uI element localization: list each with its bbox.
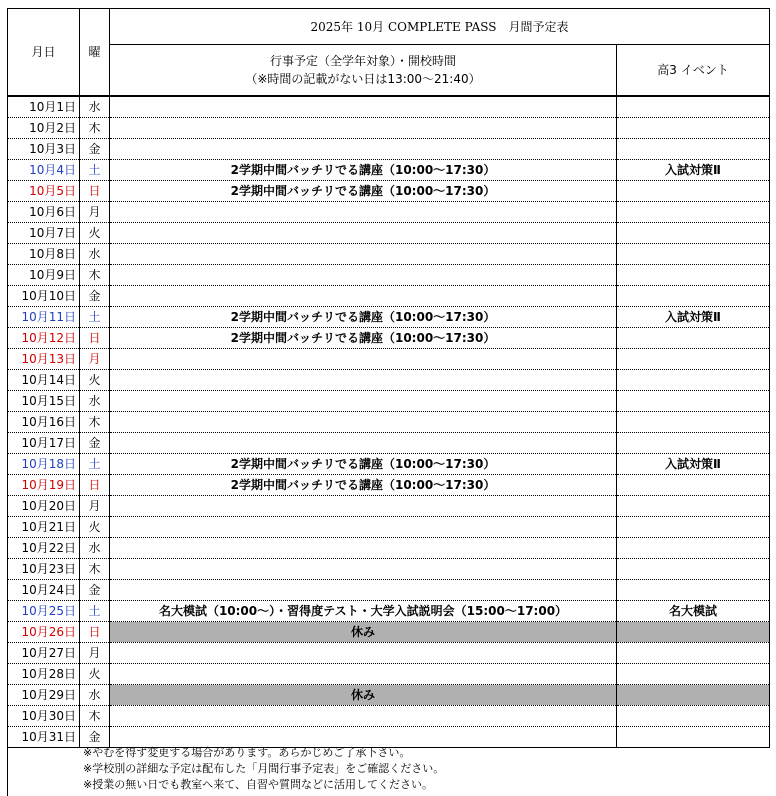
page-title: 2025年 10月 COMPLETE PASS 月間予定表 [110, 9, 770, 45]
event-cell [110, 349, 617, 370]
date-cell: 10月3日 [8, 139, 80, 160]
hs3-event-cell [617, 433, 770, 454]
date-cell: 10月25日 [8, 601, 80, 622]
day-cell: 月 [80, 202, 110, 223]
day-cell: 日 [80, 475, 110, 496]
hs3-event-cell [617, 496, 770, 517]
event-cell: 2学期中間バッチリでる講座（10:00～17:30） [110, 160, 617, 181]
table-row [8, 391, 770, 412]
event-cell: 2学期中間バッチリでる講座（10:00～17:30） [110, 475, 617, 496]
day-cell: 金 [80, 139, 110, 160]
date-cell: 10月21日 [8, 517, 80, 538]
hs3-event-cell [617, 706, 770, 727]
day-cell: 金 [80, 286, 110, 307]
event-cell: 2学期中間バッチリでる講座（10:00～17:30） [110, 181, 617, 202]
event-cell [110, 118, 617, 139]
day-cell: 土 [80, 601, 110, 622]
table-row [8, 96, 770, 118]
date-cell: 10月29日 [8, 685, 80, 706]
event-cell [110, 580, 617, 601]
schedule-table [7, 8, 770, 748]
date-cell: 10月16日 [8, 412, 80, 433]
hs3-event-cell [617, 139, 770, 160]
hs3-event-cell [617, 96, 770, 118]
day-cell: 日 [80, 328, 110, 349]
table-row [8, 244, 770, 265]
date-cell: 10月26日 [8, 622, 80, 643]
event-cell [110, 412, 617, 433]
table-row [8, 496, 770, 517]
hs3-event-cell [617, 391, 770, 412]
event-cell [110, 538, 617, 559]
event-cell [110, 244, 617, 265]
hs3-event-cell [617, 328, 770, 349]
date-cell: 10月24日 [8, 580, 80, 601]
date-cell: 10月17日 [8, 433, 80, 454]
event-cell [110, 496, 617, 517]
hs3-event-cell: 入試対策Ⅱ [617, 454, 770, 475]
date-cell: 10月11日 [8, 307, 80, 328]
day-cell: 火 [80, 223, 110, 244]
date-cell: 10月7日 [8, 223, 80, 244]
table-row [8, 559, 770, 580]
hs3-event-cell [617, 475, 770, 496]
table-row [8, 685, 770, 706]
date-cell: 10月1日 [8, 96, 80, 118]
table-row [8, 538, 770, 559]
table-row [8, 307, 770, 328]
date-cell: 10月8日 [8, 244, 80, 265]
table-row [8, 643, 770, 664]
hs3-event-cell: 入試対策Ⅱ [617, 160, 770, 181]
event-cell [110, 370, 617, 391]
event-cell: 2学期中間バッチリでる講座（10:00～17:30） [110, 454, 617, 475]
day-cell: 木 [80, 706, 110, 727]
event-cell [110, 286, 617, 307]
hs3-event-cell [617, 370, 770, 391]
hs3-event-cell [617, 517, 770, 538]
event-cell: 名大模試（10:00～）・習得度テスト・大学入試説明会（15:00～17:00） [110, 601, 617, 622]
table-row [8, 601, 770, 622]
hs3-event-cell [617, 559, 770, 580]
day-cell: 木 [80, 559, 110, 580]
event-cell [110, 517, 617, 538]
header-event [110, 45, 617, 97]
day-cell: 日 [80, 181, 110, 202]
day-cell: 水 [80, 391, 110, 412]
date-cell: 10月30日 [8, 706, 80, 727]
day-cell: 木 [80, 412, 110, 433]
hs3-event-cell [617, 181, 770, 202]
hs3-event-cell [617, 622, 770, 643]
event-cell [110, 643, 617, 664]
day-cell: 水 [80, 538, 110, 559]
hs3-event-cell: 名大模試 [617, 601, 770, 622]
date-cell: 10月19日 [8, 475, 80, 496]
event-cell [110, 139, 617, 160]
day-cell: 土 [80, 160, 110, 181]
event-cell [110, 664, 617, 685]
table-row [8, 580, 770, 601]
day-cell: 火 [80, 664, 110, 685]
date-cell: 10月28日 [8, 664, 80, 685]
table-row [8, 412, 770, 433]
day-cell: 日 [80, 622, 110, 643]
event-cell [110, 223, 617, 244]
event-cell: 休み [110, 622, 617, 643]
day-cell: 月 [80, 496, 110, 517]
table-row [8, 265, 770, 286]
hs3-event-cell [617, 685, 770, 706]
table-row [8, 454, 770, 475]
date-cell: 10月12日 [8, 328, 80, 349]
table-row [8, 517, 770, 538]
day-cell: 火 [80, 517, 110, 538]
event-cell: 休み [110, 685, 617, 706]
date-cell: 10月4日 [8, 160, 80, 181]
day-cell: 水 [80, 96, 110, 118]
day-cell: 土 [80, 454, 110, 475]
date-cell: 10月10日 [8, 286, 80, 307]
day-cell: 月 [80, 643, 110, 664]
table-row [8, 664, 770, 685]
table-row [8, 202, 770, 223]
date-cell: 10月31日 [8, 727, 80, 748]
left-edge-line [7, 745, 8, 796]
date-cell: 10月18日 [8, 454, 80, 475]
event-cell [110, 391, 617, 412]
table-row [8, 223, 770, 244]
day-cell: 金 [80, 580, 110, 601]
date-cell: 10月6日 [8, 202, 80, 223]
event-cell [110, 265, 617, 286]
header-hs3: 高3 イベント [617, 45, 770, 97]
header-date: 月日 [8, 9, 80, 97]
event-cell: 2学期中間バッチリでる講座（10:00～17:30） [110, 307, 617, 328]
day-cell: 金 [80, 727, 110, 748]
hs3-event-cell [617, 412, 770, 433]
hs3-event-cell [617, 202, 770, 223]
event-cell [110, 706, 617, 727]
day-cell: 木 [80, 265, 110, 286]
hs3-event-cell [617, 223, 770, 244]
day-cell: 水 [80, 685, 110, 706]
header-event-line2: （※時間の記載がない日は13:00～21:40） [245, 72, 481, 86]
hs3-event-cell [617, 349, 770, 370]
header-day: 曜 [80, 9, 110, 97]
notes [83, 745, 444, 793]
header-event-line1: 行事予定（全学年対象）・開校時間 [269, 54, 456, 68]
hs3-event-cell [617, 664, 770, 685]
note-line: ※学校別の詳細な予定は配布した「月間行事予定表」をご確認ください。 [83, 762, 445, 775]
table-row [8, 118, 770, 139]
hs3-event-cell [617, 538, 770, 559]
hs3-event-cell [617, 265, 770, 286]
date-cell: 10月15日 [8, 391, 80, 412]
hs3-event-cell: 入試対策Ⅱ [617, 307, 770, 328]
table-row [8, 349, 770, 370]
event-cell [110, 202, 617, 223]
table-row [8, 181, 770, 202]
event-cell [110, 559, 617, 580]
day-cell: 月 [80, 349, 110, 370]
hs3-event-cell [617, 580, 770, 601]
date-cell: 10月2日 [8, 118, 80, 139]
hs3-event-cell [617, 643, 770, 664]
date-cell: 10月13日 [8, 349, 80, 370]
date-cell: 10月23日 [8, 559, 80, 580]
day-cell: 木 [80, 118, 110, 139]
day-cell: 火 [80, 370, 110, 391]
table-row [8, 139, 770, 160]
table-row [8, 433, 770, 454]
hs3-event-cell [617, 727, 770, 748]
date-cell: 10月5日 [8, 181, 80, 202]
day-cell: 土 [80, 307, 110, 328]
table-row [8, 475, 770, 496]
table-row [8, 706, 770, 727]
event-cell: 2学期中間バッチリでる講座（10:00～17:30） [110, 328, 617, 349]
table-row [8, 328, 770, 349]
day-cell: 水 [80, 244, 110, 265]
day-cell: 金 [80, 433, 110, 454]
date-cell: 10月14日 [8, 370, 80, 391]
table-row [8, 622, 770, 643]
date-cell: 10月22日 [8, 538, 80, 559]
date-cell: 10月9日 [8, 265, 80, 286]
note-line: ※授業の無い日でも教室へ来て、自習や質問などに活用してください。 [83, 778, 433, 791]
table-row [8, 160, 770, 181]
hs3-event-cell [617, 286, 770, 307]
date-cell: 10月20日 [8, 496, 80, 517]
date-cell: 10月27日 [8, 643, 80, 664]
note-line: ※やむを得ず変更する場合があります。あらかじめご了承下さい。 [83, 746, 411, 759]
hs3-event-cell [617, 118, 770, 139]
table-row [8, 286, 770, 307]
table-row [8, 370, 770, 391]
event-cell [110, 96, 617, 118]
event-cell [110, 433, 617, 454]
hs3-event-cell [617, 244, 770, 265]
